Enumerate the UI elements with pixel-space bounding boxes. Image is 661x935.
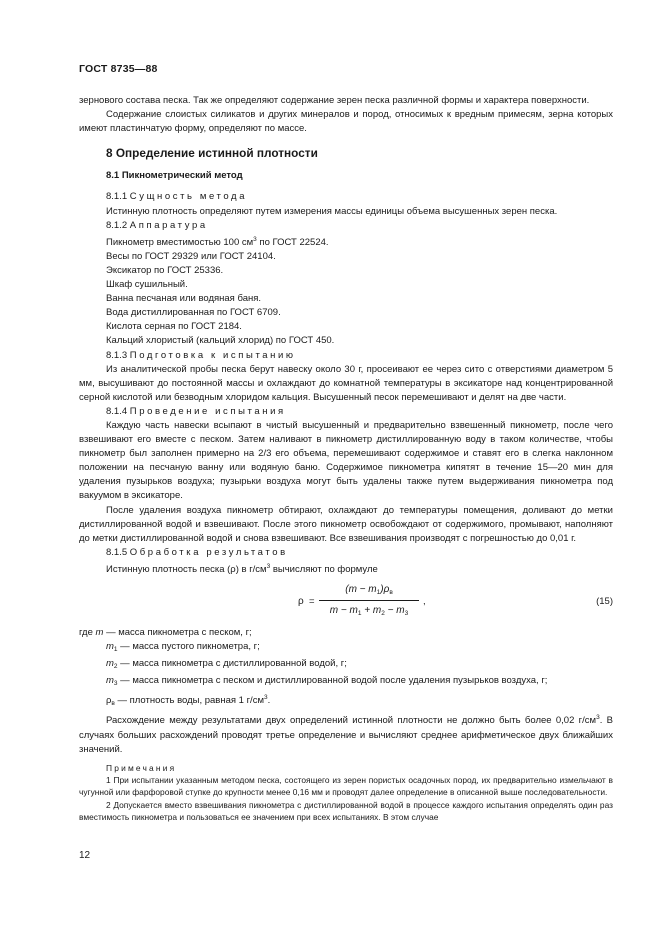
clause-number: 8.1.5 (106, 546, 130, 558)
clause-number: 8.1.4 (106, 405, 130, 417)
formula-fraction (319, 582, 419, 619)
variable-definitions (79, 626, 613, 711)
divergence-paragraph: Расхождение между результатами двух определений истинной плотности не должно быть более 0,02 $г/см^3$. В случаях больших расхождений проводят третье определение и вычисляют среднее арифметическое двух ближайших значений. (79, 714, 613, 755)
formula-equals: = (309, 596, 315, 607)
clause-number: 8.1.3 (106, 349, 130, 361)
apparatus-item: Кальций хлористый (кальций хлорид) по ГОСТ 450. (106, 335, 335, 347)
clause-8-1-3-heading (79, 349, 613, 363)
note-2: 2 Допускается вместо взвешивания пикнометра с дистиллированной водой в процессе каждого испытания определять один раз вместимость пикнометра и пользоваться ее значением при всех испытаниях. В этом случае (79, 799, 613, 822)
clause-8-1-5-text: Истинную плотность песка (ρ) в $г/см^3$ вычисляют по формуле (106, 562, 378, 575)
clause-8-1-5-heading (79, 546, 613, 560)
apparatus-item-pycnometer: Пикнометр вместимостью 100 $см^3$ по ГОСТ 22524. (106, 235, 329, 248)
apparatus-item: Вода дистиллированная по ГОСТ 6709. (106, 307, 281, 319)
apparatus-item: Ванна песчаная или водяная баня. (106, 293, 262, 305)
formula-number: (15) (596, 596, 613, 607)
formula-comma: , (423, 596, 426, 607)
definition-m1: $m_1$ — масса пустого пикнометра, г; (106, 641, 260, 654)
definition-m3: $m_3$ — масса пикнометра с песком и дистиллированной водой после удаления пузырьков воздуха, г; (106, 675, 548, 688)
clause-number: 8.1.1 (106, 191, 130, 203)
apparatus-item: Шкаф сушильный. (106, 279, 188, 291)
clause-title: Аппаратура (129, 219, 208, 231)
section-8-title: 8 Определение истинной плотности (106, 146, 318, 161)
clause-8-1-1-heading (79, 190, 613, 204)
subsection-8-1-title: 8.1 Пикнометрический метод (106, 170, 243, 182)
note-1: 1 При испытании указанным методом песка, состоящего из зерен пористых осадочных пород, их предварительно измельчают в чугунной или фарфоровой ступке до крупности менее 0,16 мм и проводят далее определение в описанной выше последовательности. (79, 775, 613, 798)
intro-paragraph: зернового состава песка. Так же определяют содержание зерен песка различной формы и характера поверхности. (79, 95, 590, 106)
clause-8-1-2-heading (79, 219, 613, 233)
apparatus-item: Кислота серная по ГОСТ 2184. (106, 321, 242, 333)
clause-8-1-4-heading (79, 405, 613, 419)
definition-rho-w: $\rho_в$ — плотность воды, равная 1 $г/см^3$. (106, 694, 271, 708)
notes-title: Примечания (106, 762, 177, 773)
clause-title: Сущность метода (129, 191, 248, 203)
intro-paragraph-2: Содержание слоистых силикатов и других минералов и пород, относимых к вредным примесям, зерна которых имеют пластинчатую форму, определяют по массе. (79, 109, 613, 135)
page-number: 12 (79, 850, 91, 861)
fraction-bar (319, 600, 419, 601)
clause-8-1-1-text: Истинную плотность определяют путем измерения массы единицы объема высушенных зерен песка. (106, 205, 558, 217)
clause-8-1-4-text-2: После удаления воздуха пикнометр обтирают, охлаждают до температуры помещения, доливают до метки дистиллированной водой и взвешивают. После этого пикнометр освобождают от содержимого, промывают, наполняют до метки дистиллированной водой и снова взвешивают. Все взвешивания производят с погрешностью до 0,01 г. (79, 504, 613, 544)
density-formula (79, 582, 613, 622)
clause-title: Обработка результатов (129, 546, 288, 558)
clause-title: Подготовка к испытанию (129, 349, 296, 361)
apparatus-item: Эксикатор по ГОСТ 25336. (106, 264, 224, 276)
formula-lhs: ρ (298, 596, 304, 607)
apparatus-item: Весы по ГОСТ 29329 или ГОСТ 24104. (106, 250, 276, 262)
formula-denominator: $m - m_1 + m_2 - m_3$ (329, 605, 409, 617)
definition-m: где m — масса пикнометра с песком, г; (79, 627, 252, 638)
text-body (79, 94, 613, 823)
definition-m2: $m_2$ — масса пикнометра с дистиллированной водой, г; (106, 658, 347, 671)
standard-header: ГОСТ 8735—88 (79, 63, 158, 75)
clause-8-1-3-text: Из аналитической пробы песка берут навеску около 30 г, просеивают ее через сито с отверстиями диаметром 5 мм, высушивают до постоянной массы и охлаждают до комнатной температуры в эксикаторе над концентрированной серной кислотой или безводным хлоридом кальция. Высушенный песок перемешивают и делят на две части. (79, 363, 613, 403)
clause-8-1-4-text: Каждую часть навески всыпают в чистый высушенный и предварительно взвешенный пикнометр, после чего взвешивают его вместе с песком. Затем наливают в пикнометр дистиллированную воду в таком количестве, чтобы пикнометр был заполнен примерно на 2/3 его объема, перемешивают содержимое и ставят его в слегка наклонном положении на песчаную ванну или водяную баню. Содержимое пикнометра кипятят в течение 15—20 мин для удаления пузырьков воздуха; пузырьки воздуха могут быть удалены также путем выдерживания пикнометра под вакуумом в эксикаторе. (79, 419, 613, 502)
clause-number: 8.1.2 (106, 219, 130, 231)
clause-title: Проведение испытания (129, 405, 286, 417)
formula-numerator: $(m - m_1)\rho_в$ (345, 584, 393, 596)
